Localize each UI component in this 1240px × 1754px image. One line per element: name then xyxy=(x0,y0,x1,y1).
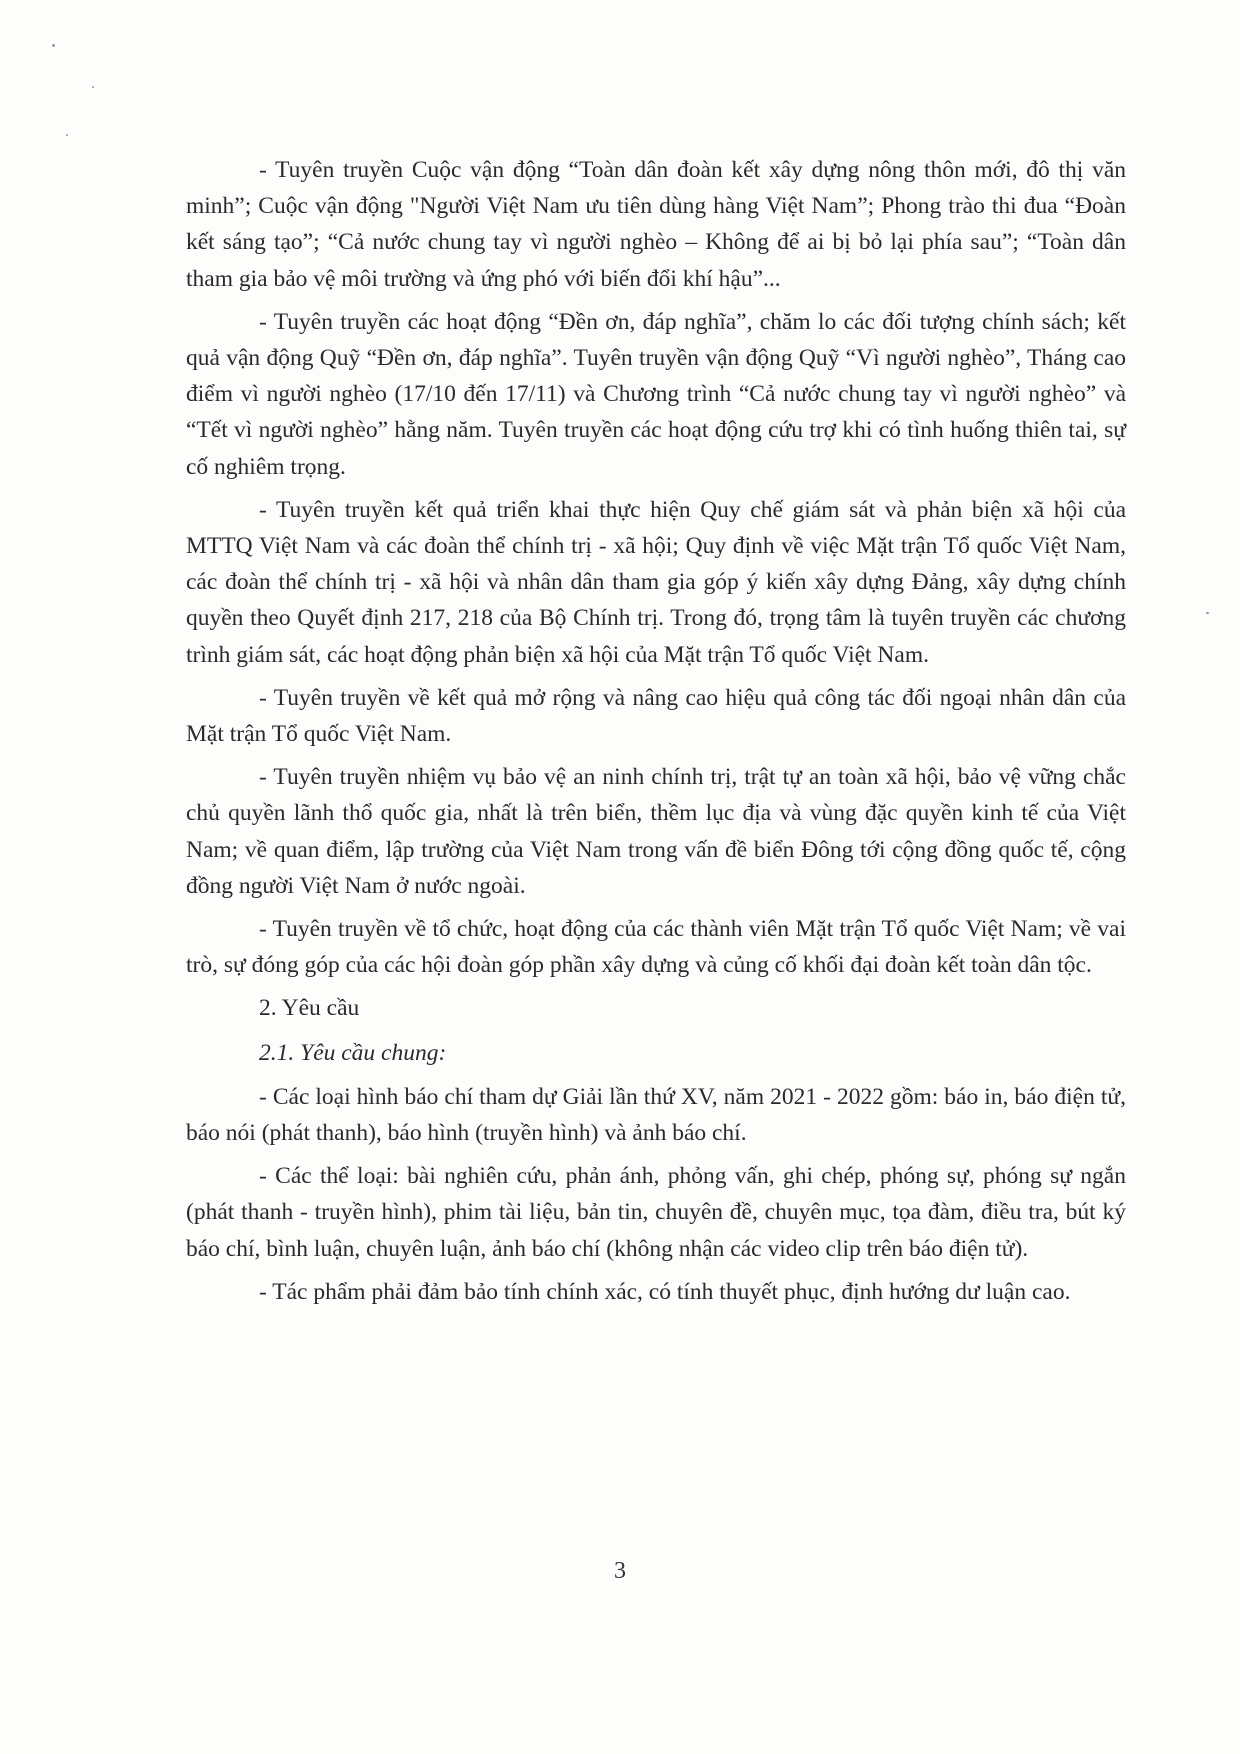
page-number: 3 xyxy=(614,1558,626,1584)
scan-speck xyxy=(92,86,94,88)
section-heading: 2. Yêu cầu xyxy=(259,995,360,1022)
scan-speck xyxy=(1206,612,1209,614)
paragraph: - Tuyên truyền kết quả triển khai thực hiện Quy chế giám sát và phản biện xã hội của MTTQ Việt Nam và các đoàn thể chính trị - xã hội; Quy định về việc Mặt trận Tổ quốc Việt Nam, các đoàn thể chính trị - xã hội và nhân dân tham gia góp ý kiến xây dựng Đảng, xây dựng chính quyền theo Quyết định 217, 218 của Bộ Chính trị. Trong đó, trọng tâm là tuyên truyền các chương trình giám sát, các hoạt động phản biện xã hội của Mặt trận Tổ quốc Việt Nam. xyxy=(186,496,1126,668)
paragraph: - Tuyên truyền Cuộc vận động “Toàn dân đoàn kết xây dựng nông thôn mới, đô thị văn minh”; Cuộc vận động "Người Việt Nam ưu tiên dùng hàng Việt Nam”; Phong trào thi đua “Đoàn kết sáng tạo”; “Cả nước chung tay vì người nghèo – Không để ai bị bỏ lại phía sau”; “Toàn dân tham gia bảo vệ môi trường và ứng phó với biến đổi khí hậu”... xyxy=(186,157,1126,292)
document-body xyxy=(186,152,1126,1317)
requirement-item: - Các loại hình báo chí tham dự Giải lần thứ XV, năm 2021 - 2022 gồm: báo in, báo điện tử, báo nói (phát thanh), báo hình (truyền hình) và ảnh báo chí. xyxy=(186,1083,1126,1147)
requirement-item: - Các thể loại: bài nghiên cứu, phản ánh, phỏng vấn, ghi chép, phóng sự, phóng sự ngắn (phát thanh - truyền hình), phim tài liệu, bản tin, chuyên đề, chuyên mục, tọa đàm, điều tra, bút ký báo chí, bình luận, chuyên luận, ảnh báo chí (không nhận các video clip trên báo điện tử). xyxy=(186,1163,1126,1262)
scan-speck xyxy=(52,44,55,47)
paragraph: - Tuyên truyền về tổ chức, hoạt động của các thành viên Mặt trận Tổ quốc Việt Nam; về vai trò, sự đóng góp của các hội đoàn góp phần xây dựng và củng cố khối đại đoàn kết toàn dân tộc. xyxy=(186,916,1126,979)
scan-speck xyxy=(66,134,68,136)
requirement-item: - Tác phẩm phải đảm bảo tính chính xác, có tính thuyết phục, định hướng dư luận cao. xyxy=(259,1278,1071,1305)
paragraph: - Tuyên truyền về kết quả mở rộng và nâng cao hiệu quả công tác đối ngoại nhân dân của Mặt trận Tổ quốc Việt Nam. xyxy=(186,684,1126,748)
paragraph: - Tuyên truyền nhiệm vụ bảo vệ an ninh chính trị, trật tự an toàn xã hội, bảo vệ vững chắc chủ quyền lãnh thổ quốc gia, nhất là trên biển, thềm lục địa và vùng đặc quyền kinh tế của Việt Nam; về quan điểm, lập trường của Việt Nam trong vấn đề biển Đông tới cộng đồng quốc tế, cộng đồng người Việt Nam ở nước ngoài. xyxy=(186,764,1126,899)
paragraph: - Tuyên truyền các hoạt động “Đền ơn, đáp nghĩa”, chăm lo các đối tượng chính sách; kết quả vận động Quỹ “Đền ơn, đáp nghĩa”. Tuyên truyền vận động Quỹ “Vì người nghèo”, Tháng cao điểm vì người nghèo (17/10 đến 17/11) và Chương trình “Cả nước chung tay vì người nghèo” và “Tết vì người nghèo” hằng năm. Tuyên truyền các hoạt động cứu trợ khi có tình huống thiên tai, sự cố nghiêm trọng. xyxy=(186,308,1126,480)
subsection-heading: 2.1. Yêu cầu chung: xyxy=(259,1039,447,1066)
